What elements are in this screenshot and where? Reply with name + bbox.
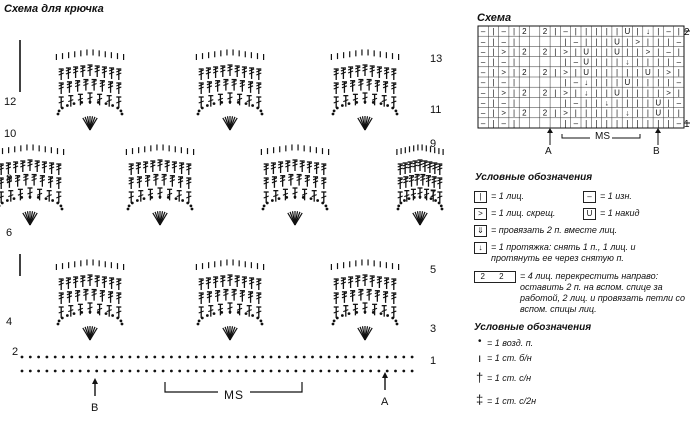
knit-cell-symbol: |	[677, 108, 680, 118]
knit-cell-symbol: |	[554, 67, 557, 77]
knit-cell-symbol: ↓	[584, 78, 589, 88]
knit-cell-symbol: |	[657, 47, 660, 57]
knit-cell-symbol: |	[646, 118, 649, 128]
row-number-4: 4	[6, 316, 13, 328]
knit-cell-symbol: –	[676, 78, 682, 88]
knit-cell-symbol: –	[480, 57, 486, 67]
repeat-label: MS	[224, 388, 244, 402]
knit-cell-symbol: |	[667, 78, 670, 88]
knit-repeat-label: MS	[595, 131, 610, 142]
knit-cell-symbol: U	[624, 78, 631, 88]
knit-cell-symbol: |	[616, 98, 619, 108]
knit-cell-symbol: >	[501, 88, 507, 98]
knit-cell-symbol: |	[492, 47, 495, 57]
knit-cell-symbol: |	[677, 27, 680, 37]
knit-cell-symbol: –	[501, 27, 506, 37]
knit-cell-symbol: U	[583, 57, 590, 67]
legend-chain: = 1 возд. п.	[487, 338, 534, 348]
knit-cell-symbol: –	[676, 98, 682, 108]
knit-cell-symbol: |	[595, 108, 598, 118]
knit-cell-symbol: |	[595, 37, 598, 47]
legend-twisted-knit: = 1 лиц. скрещ.	[491, 208, 556, 218]
knit-cell-symbol: >	[563, 88, 568, 98]
knit-cell-symbol: ↓	[625, 57, 630, 67]
knit-cell-symbol: |	[636, 88, 639, 98]
knit-cell-symbol: |	[677, 67, 680, 77]
knit-cell-symbol: >	[501, 47, 507, 57]
legend-slip: = 1 протяжка: снять 1 п., 1 лиц. и протянуть ее через снятую п.	[491, 242, 636, 263]
knit-cell-symbol: |	[677, 47, 680, 57]
knit-cell-symbol: 2	[542, 108, 548, 118]
knit-cell-symbol: –	[666, 47, 671, 57]
row-number-1: 1	[430, 355, 437, 367]
knit-cell-symbol: ↓	[625, 108, 630, 118]
knit-cell-symbol: |	[513, 27, 516, 37]
knit-cell-symbol: |	[513, 37, 516, 47]
knit-cell-symbol: |	[585, 27, 588, 37]
knit-cell-symbol: 2	[522, 108, 527, 118]
knit-cell-symbol: |	[564, 37, 567, 47]
knit-cell-symbol: |	[605, 118, 608, 128]
knit-cell-symbol: |	[595, 118, 598, 128]
knit-cell-symbol: |	[574, 27, 577, 37]
knit-cell-symbol: |	[605, 57, 608, 67]
knit-cell-symbol: –	[501, 98, 506, 108]
knit-cell-symbol: –	[480, 98, 486, 108]
knit-cell-symbol: U	[614, 37, 620, 47]
knit-cell-symbol: |	[513, 118, 516, 128]
knit-cell-symbol: |	[595, 27, 598, 37]
knit-cell-symbol: |	[554, 27, 557, 37]
knit-row-2: 2	[684, 27, 690, 38]
knit-cell-symbol: –	[676, 118, 682, 128]
row-number-9: 9	[430, 138, 437, 150]
knit-cell-symbol: |	[667, 37, 670, 47]
knit-cell-symbol: –	[573, 57, 579, 67]
legend-cable-cross: = 4 лиц. перекрестить направо: оставить 2 п. на вспом. спице за работой, 2 лиц. и провязать петли со вспом. спицы лиц.	[520, 271, 686, 314]
knit-cell-symbol: |	[492, 88, 495, 98]
knit-cell-symbol: |	[605, 78, 608, 88]
knit-cell-symbol: |	[636, 118, 639, 128]
knit-cell-symbol: |	[646, 78, 649, 88]
knit-cell-symbol: 2	[522, 67, 527, 77]
knit-cell-symbol: |	[605, 67, 608, 77]
knit-cell-symbol: |	[646, 37, 649, 47]
row-number-13: 13	[430, 53, 443, 65]
knit-cell-symbol: |	[636, 108, 639, 118]
yarn-over-symbol: U	[583, 208, 596, 220]
knit-cell-symbol: |	[595, 57, 598, 67]
knit-cell-symbol: |	[626, 118, 629, 128]
knit-cell-symbol: |	[657, 88, 660, 98]
knit-cell-symbol: |	[605, 88, 608, 98]
twisted-knit-symbol: >	[474, 208, 487, 220]
knit-cell-symbol: –	[501, 37, 506, 47]
knit-cell-symbol: U	[655, 98, 662, 108]
knit-cell-symbol: –	[666, 27, 671, 37]
knit-cell-symbol: –	[573, 98, 579, 108]
knit-cell-symbol: |	[513, 57, 516, 67]
knit-chart-title: Схема	[477, 12, 512, 24]
row-number-2: 2	[12, 346, 19, 358]
knit-cell-symbol: |	[667, 108, 670, 118]
knit-cell-symbol: |	[605, 37, 608, 47]
cable-cross-symbol: 2 2	[474, 271, 516, 283]
knit-cell-symbol: 2	[522, 27, 527, 37]
k2tog-symbol: ⇓	[474, 225, 487, 237]
knit-cell-symbol: |	[626, 67, 629, 77]
knit-cell-symbol: |	[636, 67, 639, 77]
knit-repeat-bracket	[612, 134, 640, 138]
knit-cell-symbol: |	[616, 118, 619, 128]
legend-double-crochet: = 1 ст. с/н	[487, 373, 532, 383]
knit-cell-symbol: |	[657, 57, 660, 67]
legend-yarn-over: = 1 накид	[600, 208, 640, 218]
knit-cell-symbol: |	[636, 27, 639, 37]
knit-cell-symbol: –	[501, 78, 506, 88]
knit-cell-symbol: –	[573, 78, 579, 88]
row-number-3: 3	[430, 323, 437, 335]
knit-cell-symbol: –	[480, 78, 486, 88]
knit-cell-symbol: |	[492, 67, 495, 77]
purl-stitch-symbol: –	[583, 191, 596, 203]
knit-cell-symbol: |	[636, 98, 639, 108]
knit-cell-symbol: |	[605, 27, 608, 37]
knit-marker-b: B	[653, 146, 660, 157]
knit-cell-symbol: |	[492, 27, 495, 37]
knit-cell-symbol: |	[616, 67, 619, 77]
knit-cell-symbol: |	[657, 37, 660, 47]
knit-cell-symbol: –	[480, 108, 486, 118]
row-number-10: 10	[4, 128, 17, 140]
chain-stitch-symbol: •	[478, 336, 482, 347]
knit-cell-symbol: |	[513, 108, 516, 118]
knit-cell-symbol: 2	[542, 67, 548, 77]
knit-cell-symbol: –	[480, 88, 486, 98]
knit-cell-symbol: >	[666, 88, 671, 98]
knit-cell-symbol: |	[646, 57, 649, 67]
knit-cell-symbol: –	[573, 37, 579, 47]
legend-single-crochet: = 1 ст. б/н	[487, 353, 532, 363]
knit-cell-symbol: U	[614, 47, 620, 57]
crochet-chart-title: Схема для крючка	[4, 3, 104, 15]
knit-cell-symbol: |	[605, 108, 608, 118]
marker-b-label: B	[91, 402, 99, 414]
knit-cell-symbol: |	[574, 47, 577, 57]
knit-cell-symbol: >	[645, 47, 651, 57]
knit-cell-symbol: |	[667, 57, 670, 67]
knit-cell-symbol: |	[636, 78, 639, 88]
knit-cell-symbol: |	[595, 98, 598, 108]
knit-cell-symbol: |	[595, 67, 598, 77]
knit-cell-symbol: >	[563, 108, 568, 118]
knit-cell-symbol: |	[646, 98, 649, 108]
knit-cell-symbol: |	[626, 47, 629, 57]
knit-cell-symbol: U	[645, 67, 651, 77]
knit-cell-symbol: |	[616, 78, 619, 88]
knit-cell-symbol: |	[585, 118, 588, 128]
knit-cell-symbol: |	[564, 98, 567, 108]
knit-cell-symbol: U	[655, 108, 662, 118]
knit-cell-symbol: –	[480, 37, 486, 47]
knit-cell-symbol: |	[564, 118, 567, 128]
knit-cell-symbol: |	[585, 98, 588, 108]
knit-cell-symbol: >	[501, 67, 507, 77]
knit-cell-symbol: ↓	[584, 88, 589, 98]
knit-cell-symbol: 2	[522, 47, 527, 57]
knit-cell-symbol: |	[605, 47, 608, 57]
knit-cell-symbol: –	[676, 57, 682, 67]
knit-cell-symbol: |	[513, 67, 516, 77]
knit-cell-symbol: |	[595, 47, 598, 57]
knit-cell-symbol: |	[636, 47, 639, 57]
knit-cell-symbol: |	[492, 78, 495, 88]
row-number-7: 7	[430, 188, 437, 200]
knit-cell-symbol: |	[646, 88, 649, 98]
treble-crochet-symbol: ‡	[476, 392, 484, 407]
row-number-11: 11	[430, 104, 442, 116]
knit-cell-symbol: |	[492, 118, 495, 128]
knit-cell-symbol: |	[585, 108, 588, 118]
knit-cell-symbol: |	[585, 37, 588, 47]
knit-cell-symbol: |	[626, 88, 629, 98]
legend-treble-crochet: = 1 ст. с/2н	[487, 396, 537, 406]
knit-cell-symbol: |	[616, 108, 619, 118]
knit-cell-symbol: |	[667, 118, 670, 128]
knit-cell-symbol: >	[501, 108, 507, 118]
knit-cell-symbol: >	[563, 47, 568, 57]
knit-marker-a: A	[545, 146, 552, 157]
knit-cell-symbol: –	[480, 67, 486, 77]
knit-cell-symbol: 2	[542, 27, 548, 37]
knit-cell-symbol: |	[667, 98, 670, 108]
knit-row-1: 1	[684, 119, 690, 130]
knit-cell-symbol: |	[574, 108, 577, 118]
legend-purl: = 1 изн.	[600, 191, 632, 201]
knit-stitch-symbol: |	[474, 191, 487, 203]
knit-arrow-b-head	[655, 128, 661, 133]
knit-cell-symbol: –	[573, 118, 579, 128]
knit-cell-symbol: ↓	[604, 98, 609, 108]
knit-cell-symbol: –	[480, 118, 486, 128]
crochet-legend-title: Условные обозначения	[474, 322, 592, 333]
knit-cell-symbol: –	[501, 118, 506, 128]
knit-cell-symbol: |	[636, 57, 639, 67]
slip-stitch-symbol: ↓	[474, 242, 487, 254]
knit-cell-symbol: |	[677, 88, 680, 98]
knit-cell-symbol: U	[614, 88, 620, 98]
row-number-12: 12	[4, 96, 17, 108]
knit-cell-symbol: |	[657, 78, 660, 88]
knit-cell-symbol: |	[595, 78, 598, 88]
knit-cell-symbol: |	[616, 57, 619, 67]
knit-cell-symbol: |	[646, 108, 649, 118]
knit-cell-symbol: |	[513, 78, 516, 88]
knit-cell-symbol: |	[492, 108, 495, 118]
marker-a-label: A	[381, 396, 389, 408]
knit-cell-symbol: –	[563, 27, 568, 37]
knit-cell-symbol: |	[574, 67, 577, 77]
knit-legend-title: Условные обозначения	[475, 172, 593, 183]
knit-cell-symbol: |	[574, 88, 577, 98]
knit-cell-symbol: U	[583, 67, 590, 77]
knit-cell-symbol: >	[635, 37, 640, 47]
knit-cell-symbol: |	[657, 118, 660, 128]
knit-cell-symbol: |	[564, 78, 567, 88]
knit-cell-symbol: >	[666, 67, 671, 77]
knit-cell-symbol: 2	[522, 88, 527, 98]
knit-arrow-a-head	[547, 128, 553, 133]
knit-cell-symbol: |	[513, 88, 516, 98]
knit-cell-symbol: |	[595, 88, 598, 98]
knit-cell-symbol: U	[583, 47, 590, 57]
knit-cell-symbol: –	[480, 27, 486, 37]
row-number-6: 6	[6, 227, 13, 239]
row-number-8: 8	[6, 173, 13, 185]
knit-cell-symbol: –	[480, 47, 486, 57]
knit-cell-symbol: ↓	[645, 27, 650, 37]
knit-cell-symbol: –	[676, 37, 682, 47]
knit-cell-symbol: |	[554, 47, 557, 57]
knit-repeat-bracket	[562, 134, 590, 138]
knit-cell-symbol: –	[501, 57, 506, 67]
knit-cell-symbol: |	[492, 37, 495, 47]
knit-cell-symbol: |	[626, 37, 629, 47]
knit-cell-symbol: |	[616, 27, 619, 37]
legend-k2tog: = провязать 2 п. вместе лиц.	[491, 225, 618, 235]
knit-cell-symbol: |	[492, 98, 495, 108]
knit-cell-symbol: |	[564, 57, 567, 67]
knit-cell-symbol: |	[513, 47, 516, 57]
knit-cell-symbol: |	[657, 67, 660, 77]
knit-cell-symbol: 2	[542, 88, 548, 98]
knit-cell-symbol: U	[624, 27, 631, 37]
legend-knit: = 1 лиц.	[491, 191, 524, 201]
knit-cell-symbol: |	[492, 57, 495, 67]
double-crochet-symbol: †	[476, 370, 484, 385]
knit-cell-symbol: |	[554, 108, 557, 118]
knit-cell-symbol: 2	[542, 47, 548, 57]
single-crochet-symbol: ı	[478, 351, 482, 365]
row-number-5: 5	[430, 264, 437, 276]
knit-cell-symbol: |	[657, 27, 660, 37]
knit-cell-symbol: |	[554, 88, 557, 98]
knit-cell-symbol: |	[626, 98, 629, 108]
knit-cell-symbol: >	[563, 67, 568, 77]
knit-cell-symbol: |	[513, 98, 516, 108]
